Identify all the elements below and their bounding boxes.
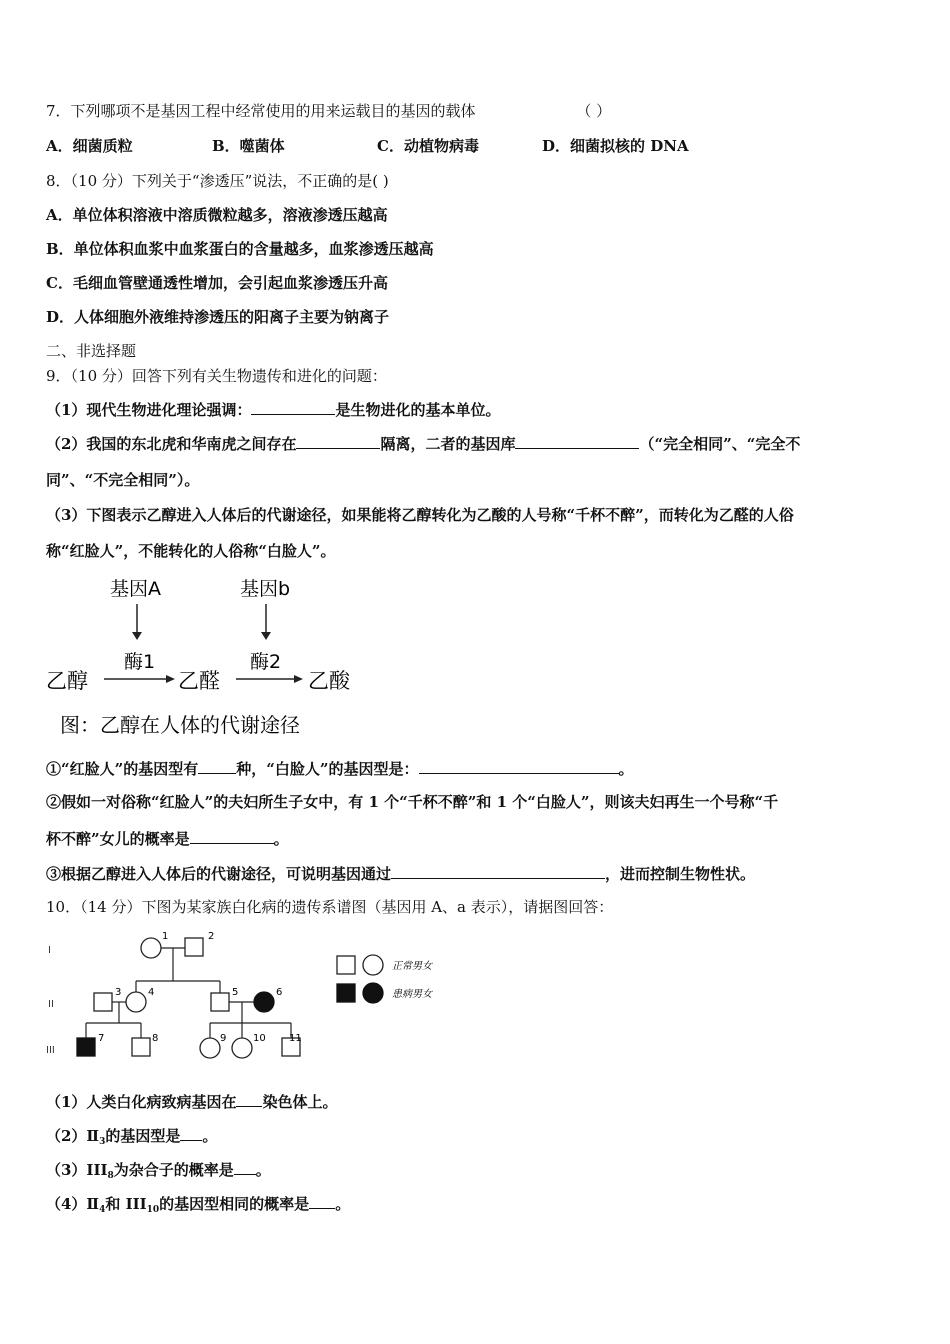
q10-part2-text-c: 。 — [202, 1127, 218, 1145]
q9-part1-blank[interactable] — [251, 399, 335, 415]
q7-option-a: A．细菌质粒 — [46, 137, 133, 155]
q10-part3-text-a: （3）III — [46, 1161, 108, 1179]
q10-part3 — [46, 1159, 271, 1186]
q10-part2-blank[interactable] — [180, 1125, 202, 1141]
label-8: 8 — [152, 1033, 159, 1044]
q10-part3-text-c: 。 — [255, 1161, 271, 1179]
q9-sub2-text-c: 。 — [273, 830, 289, 848]
q9-sub1-text-b: 种，“白脸人”的基因型是： — [236, 760, 419, 778]
q9-part2-cont: 同”、“不完全相同”）。 — [46, 471, 200, 489]
q10-part1 — [46, 1091, 337, 1112]
q9-sub2-cont — [46, 828, 289, 849]
q9-part2-text-b: 隔离，二者的基因库 — [380, 435, 516, 453]
pedigree-chart — [40, 925, 460, 1070]
q9-part3: （3）下图表示乙醇进入人体后的代谢途径，如果能将乙醇转化为乙酸的人号称“千杯不醉”，而转化为乙醛的人俗 — [46, 506, 794, 524]
q10-part2 — [46, 1125, 217, 1152]
q10-part4-text-d: 。 — [335, 1195, 351, 1213]
individual-iii8-male — [132, 1038, 150, 1056]
individual-ii4-female — [126, 992, 146, 1012]
q9-part2-text-c: （“完全相同”、“完全不 — [639, 435, 801, 453]
q9-sub3-text-a: ③根据乙醇进入人体后的代谢途径，可说明基因通过 — [46, 865, 392, 883]
label-5: 5 — [232, 987, 239, 998]
enzyme2-label: 酶2 — [250, 651, 282, 673]
individual-i1-female — [141, 938, 161, 958]
individual-i2-male — [185, 938, 203, 956]
legend-affected-label: 患病男女 — [392, 989, 432, 1000]
label-1: 1 — [162, 931, 169, 942]
q10-part4-text-c: 的基因型相同的概率是 — [159, 1195, 310, 1213]
diagram-caption: 图：乙醇在人体的代谢途径 — [60, 713, 300, 737]
q7-stem — [46, 101, 611, 121]
individual-ii3-male — [94, 993, 112, 1011]
q7-option-c: C．动植物病毒 — [377, 137, 479, 155]
q9-sub2-text-b: 杯不醉”女儿的概率是 — [46, 830, 190, 848]
generation-ii-label: II — [48, 999, 54, 1010]
legend-affected-male — [337, 984, 355, 1002]
q9-part2 — [46, 433, 800, 454]
q9-part2-blank1[interactable] — [296, 433, 380, 449]
q9-sub1-text-a: ①“红脸人”的基因型有 — [46, 760, 199, 778]
gene-a-arrowhead — [132, 632, 142, 640]
q10-part3-blank[interactable] — [234, 1159, 256, 1175]
individual-iii7-affected-male — [77, 1038, 95, 1056]
q10-part4-blank[interactable] — [309, 1193, 335, 1209]
q10-part1-text-a: （1）人类白化病致病基因在 — [46, 1093, 237, 1111]
label-3: 3 — [115, 987, 122, 998]
q9-part1-text-a: （1）现代生物进化理论强调： — [46, 401, 252, 419]
label-7: 7 — [98, 1033, 105, 1044]
gene-b-arrowhead — [261, 632, 271, 640]
q10-part4-sub2: 10 — [146, 1205, 160, 1215]
q9-part2-text-a: （2）我国的东北虎和华南虎之间存在 — [46, 435, 297, 453]
q7-option-d: D．细菌拟核的 DNA — [542, 137, 689, 155]
label-2: 2 — [208, 931, 215, 942]
q10-part4-sub1: 4 — [99, 1205, 106, 1215]
q9-sub3-blank[interactable] — [391, 863, 605, 879]
arrow-head-2 — [294, 675, 303, 683]
q8-option-b: B．单位体积血浆中血浆蛋白的含量越多，血浆渗透压越高 — [46, 240, 434, 258]
q9-sub2-blank[interactable] — [190, 828, 274, 844]
legend-normal-female — [363, 955, 383, 975]
label-10: 10 — [253, 1033, 266, 1044]
q8-option-a: A．单位体积溶液中溶质微粒越多，溶液渗透压越高 — [46, 206, 388, 224]
q9-part3-cont: 称“红脸人”，不能转化的人俗称“白脸人”。 — [46, 542, 336, 560]
q9-stem: 9．（10 分）回答下列有关生物遗传和进化的问题： — [46, 367, 387, 385]
q10-part4-text-b: 和 III — [105, 1195, 147, 1213]
q10-part2-text-b: 的基因型是 — [105, 1127, 181, 1145]
individual-iii9-female — [200, 1038, 220, 1058]
q8-option-c: C．毛细血管壁通透性增加，会引起血浆渗透压升高 — [46, 274, 388, 292]
ethanol-label: 乙醇 — [46, 669, 88, 693]
generation-iii-label: III — [46, 1045, 55, 1056]
q10-part2-text-a: （2）Ⅱ — [46, 1127, 100, 1145]
q10-stem — [46, 897, 613, 917]
q7-stem-text: 7．下列哪项不是基因工程中经常使用的用来运载目的基因的载体 — [46, 102, 476, 120]
q7-paren: （ ） — [576, 102, 612, 120]
q10-part2-sub: 3 — [99, 1137, 106, 1147]
individual-ii5-male — [211, 993, 229, 1011]
q8-stem — [46, 171, 389, 191]
gene-a-label: 基因A — [110, 578, 161, 600]
q10-part4-text-a: （4）Ⅱ — [46, 1195, 100, 1213]
label-9: 9 — [220, 1033, 227, 1044]
q10-part1-text-b: 染色体上。 — [262, 1093, 338, 1111]
acetic-acid-label: 乙酸 — [308, 669, 350, 693]
section-heading: 二、非选择题 — [46, 342, 137, 360]
individual-iii10-female — [232, 1038, 252, 1058]
q9-sub3-text-b: ，进而控制生物性状。 — [605, 865, 756, 883]
q9-sub1-text-c: 。 — [618, 760, 634, 778]
legend-affected-female — [363, 983, 383, 1003]
label-4: 4 — [148, 987, 155, 998]
q8-option-d: D．人体细胞外液维持渗透压的阳离子主要为钠离子 — [46, 308, 390, 326]
individual-ii6-affected-female — [254, 992, 274, 1012]
q9-sub2: ②假如一对俗称“红脸人”的夫妇所生子女中，有 1 个“千杯不醉”和 1 个“白脸人”，则该夫妇再生一个号称“千 — [46, 793, 779, 811]
q9-part1-text-b: 是生物进化的基本单位。 — [335, 401, 501, 419]
q10-part4 — [46, 1193, 350, 1220]
q10-stem-text: 10．（14 分）下图为某家族白化病的遗传系谱图（基因用 A、a 表示），请据图回答： — [46, 898, 614, 916]
generation-i-label: I — [48, 945, 51, 956]
q9-part2-blank2[interactable] — [515, 433, 639, 449]
gene-b-label: 基因b — [240, 578, 291, 600]
label-11: 11 — [289, 1033, 302, 1044]
q10-part3-text-b: 为杂合子的概率是 — [113, 1161, 234, 1179]
q9-sub3 — [46, 863, 755, 884]
acetaldehyde-label: 乙醛 — [178, 669, 220, 693]
q10-part1-blank[interactable] — [236, 1091, 262, 1107]
q7-options — [46, 136, 689, 156]
metabolism-diagram — [44, 568, 364, 746]
q9-sub1-blank1[interactable] — [198, 758, 236, 774]
q7-option-b: B．噬菌体 — [212, 137, 285, 155]
legend-normal-label: 正常男女 — [392, 961, 432, 972]
legend-normal-male — [337, 956, 355, 974]
label-6: 6 — [276, 987, 283, 998]
q8-stem-text: 8．（10 分）下列关于“渗透压”说法，不正确的是( ) — [46, 172, 389, 190]
arrow-head-1 — [166, 675, 175, 683]
q10-part3-sub: 8 — [107, 1171, 114, 1181]
enzyme1-label: 酶1 — [124, 651, 156, 673]
q9-sub1-blank2[interactable] — [419, 758, 619, 774]
q9-sub1 — [46, 758, 634, 779]
q9-part1 — [46, 399, 500, 420]
